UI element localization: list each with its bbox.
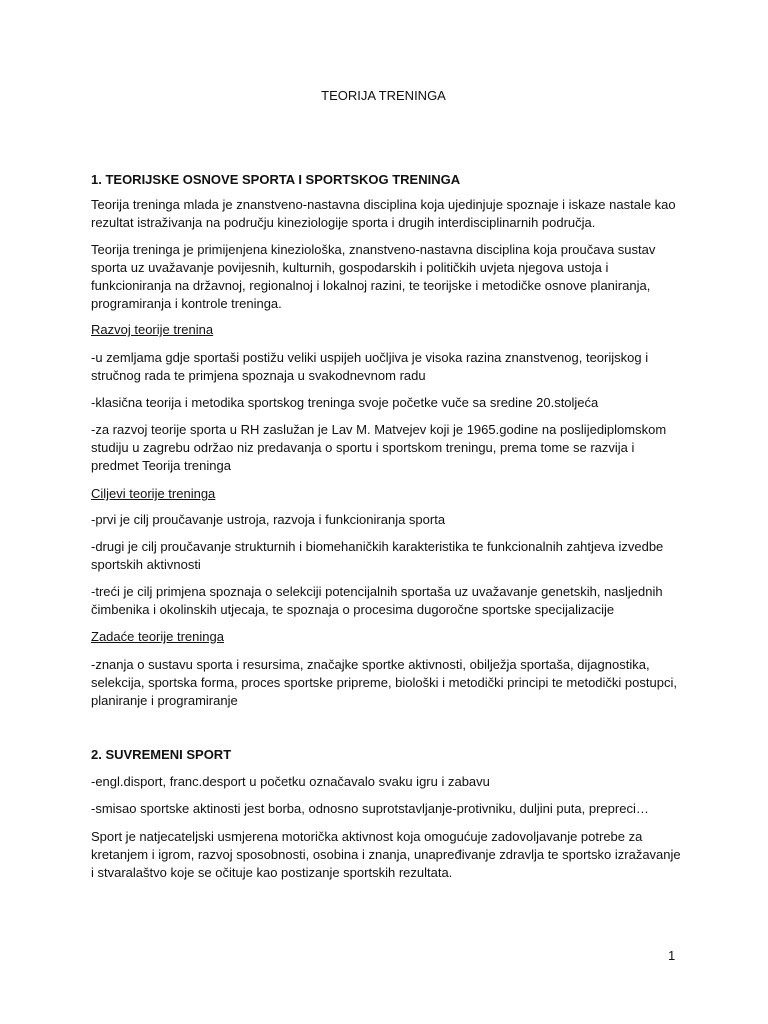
development-item-2: -klasična teorija i metodika sportskog treninga svoje početke vuče sa sredine 20.stoljeća <box>91 395 599 410</box>
modern-sport-item-2: -smisao sportske aktinosti jest borba, odnosno suprotstavljanje-protivniku, duljini puta, prepreci… <box>91 801 649 816</box>
goals-item-1: -prvi je cilj proučavanje ustroja, razvoja i funkcioniranja sporta <box>91 512 446 527</box>
goals-item-2: -drugi je cilj proučavanje strukturnih i biomehaničkih karakteristika te funkcionalnih zahtjeva izvedbe sportskih aktivnosti <box>91 539 664 572</box>
development-item-3: -za razvoj teorije sporta u RH zaslužan je Lav M. Matvejev koji je 1965.godine na poslijediplomskom studiju u zagrebu održao niz predavanja o sportu i sportskom treningu, prema tome se razvija i predmet Teorija treninga <box>91 422 667 473</box>
page-number: 1 <box>668 948 676 963</box>
modern-sport-item-1: -engl.disport, franc.desport u početku označavalo svaku igru i zabavu <box>91 774 490 789</box>
development-item-1: -u zemljama gdje sportaši postižu veliki uspijeh uočljiva je visoka razina znanstvenog, teorijskog i stručnog rada te primjena spoznaja u svakodnevnom radu <box>91 350 649 383</box>
goals-item-3: -treći je cilj primjena spoznaja o selekciji potencijalnih sportaša uz uvažavanje genetskih, nasljednih čimbenika i okolinskih utjecaja, te spoznaja o procesima dugoročne sportske specijalizacije <box>91 584 663 617</box>
section-1-heading: 1. TEORIJSKE OSNOVE SPORTA I SPORTSKOG TRENINGA <box>91 172 461 187</box>
section-2-paragraph-1: Sport je natjecateljski usmjerena motorička aktivnost koja omogućuje zadovoljavanje potrebe za kretanjem i igrom, razvoj sposobnosti, osobina i znanja, unapređivanje zdravlja te sportsko izražavanje i stvaralaštvo koje se očituje kao postizanje sportskih rezultata. <box>91 829 681 880</box>
document-title: TEORIJA TRENINGA <box>321 88 446 103</box>
section-2-heading: 2. SUVREMENI SPORT <box>91 747 232 762</box>
subsection-development-heading: Razvoj teorije trenina <box>91 322 214 337</box>
subsection-tasks-heading: Zadaće teorije treninga <box>91 629 224 644</box>
tasks-item-1: -znanja o sustavu sporta i resursima, značajke sportke aktivnosti, obilježja sportaša, dijagnostika, selekcija, sportska forma, proces sportske pripreme, biološki i metodički principi te metodički postupci, planiranje i programiranje <box>91 657 677 708</box>
section-1-paragraph-2: Teorija treninga je primijenjena kineziološka, znanstveno-nastavna disciplina koja proučava sustav sporta uz uvažavanje povijesnih, kulturnih, gospodarskih i političkih uvjeta njegova ustoja i funkcioniranja na državnoj, regionalnoj i lokalnoj razini, te teorijske i metodičke osnove planiranja, programiranja i kontrole treninga. <box>91 242 656 311</box>
section-1-paragraph-1: Teorija treninga mlada je znanstveno-nastavna disciplina koja ujedinjuje spoznaje i iskaze nastale kao rezultat istraživanja na području kineziologije sporta i drugih interdisciplinarnih područja. <box>91 197 676 230</box>
subsection-goals-heading: Ciljevi teorije treninga <box>91 486 216 501</box>
